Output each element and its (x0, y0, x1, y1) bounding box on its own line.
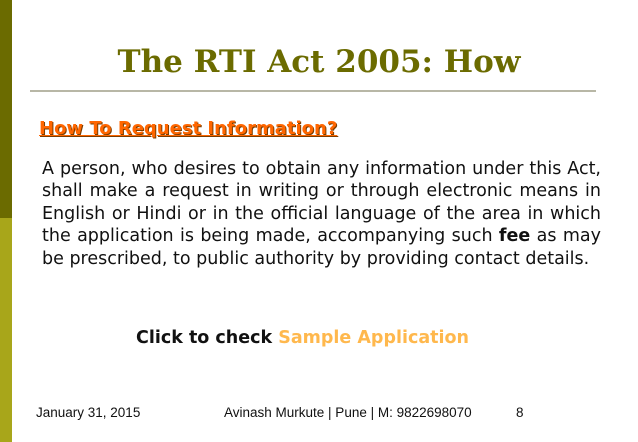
call-to-action (136, 328, 469, 348)
section-heading: How To Request Information? (39, 118, 338, 139)
slide-title: The RTI Act 2005: How (117, 44, 521, 80)
body-paragraph (42, 158, 601, 270)
paragraph-text-end: as may be prescribed, to public authority by providing contact details. (42, 226, 601, 269)
accent-bar-dark-segment (0, 0, 12, 218)
sample-application-link[interactable]: Sample Application (278, 328, 469, 348)
cta-prefix: Click to check (136, 328, 279, 348)
title-divider (30, 90, 596, 92)
accent-bar-light-segment (0, 218, 12, 442)
footer-author: Avinash Murkute | Pune | M: 9822698070 (224, 405, 472, 420)
paragraph-text-start: A person, who desires to obtain any information under this Act, shall make a request in writing or through electronic means in English or Hindi or in the official language of the area in which the application is being made, accompanying such (42, 159, 601, 247)
page-number: 8 (516, 405, 524, 420)
fee-emphasis: fee (498, 226, 531, 247)
footer-date: January 31, 2015 (36, 405, 141, 420)
